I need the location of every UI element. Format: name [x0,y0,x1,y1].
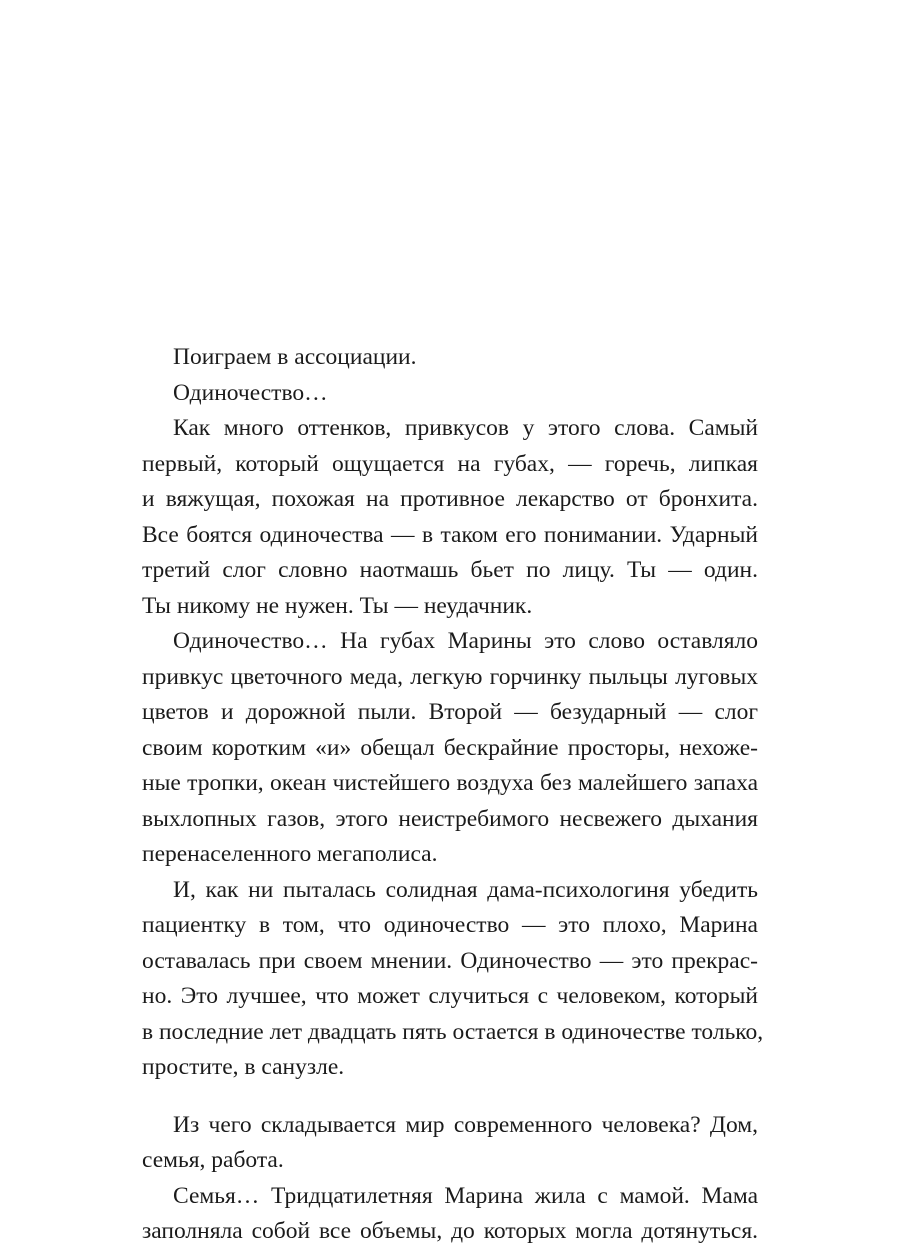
paragraph-line: выхлопных газов, этого неистребимого несвежего дыхания [142,805,758,832]
paragraph-line: привкус цветочного меда, легкую горчинку пыльцы луговых [142,663,758,690]
paragraph-line: и вяжущая, похожая на противное лекарство от бронхита. [142,486,758,512]
paragraph-line: но. Это лучшее, что может случиться с человеком, который [142,983,758,1009]
paragraph-line: Из чего складывается мир современного человека? Дом, [173,1111,758,1138]
paragraph-line: Одиночество… На губах Марины это слово оставляло [173,628,758,654]
paragraph-line: третий слог словно наотмашь бьет по лицу. Ты — один. [142,557,758,583]
paragraph-line: оставалась при своем мнении. Одиночество — это прекрас- [142,947,758,974]
paragraph-line: перенаселенного мегаполиса. [142,841,438,867]
paragraph-line: Как много оттенков, привкусов у этого слова. Самый [173,415,758,441]
paragraph-line: в последние лет двадцать пять остается в одиночестве только, [142,1018,764,1045]
page-text [142,340,764,1250]
paragraph-line: своим коротким «и» обещал бескрайние просторы, нехоже- [142,734,758,761]
paragraph-line: первый, который ощущается на губах, — горечь, липкая [142,450,758,477]
paragraph-line: ные тропки, океан чистейшего воздуха без малейшего запаха [142,770,758,796]
paragraph-line: пациентку в том, что одиночество — это плохо, Марина [142,912,758,938]
paragraph-line: семья, работа. [142,1147,284,1173]
paragraph-line: Поиграем в ассоциации. [173,344,417,370]
paragraph-line: цветов и дорожной пыли. Второй — безударный — слог [142,699,758,725]
paragraph-line: Все боятся одиночества — в таком его понимании. Ударный [142,521,758,548]
paragraph-line: простите, в санузле. [142,1054,345,1080]
paragraph-line: Семья… Тридцатилетняя Марина жила с мамой. Мама [173,1182,758,1209]
paragraph-line: И, как ни пыталась солидная дама-психологиня убедить [173,876,758,903]
paragraph-line: заполняла собой все объемы, до которых могла дотянуться. [142,1218,758,1244]
section-break [142,1086,758,1108]
paragraph-line: Ты никому не нужен. Ты — неудачник. [142,592,533,619]
paragraph-line: Одиночество… [173,379,328,406]
